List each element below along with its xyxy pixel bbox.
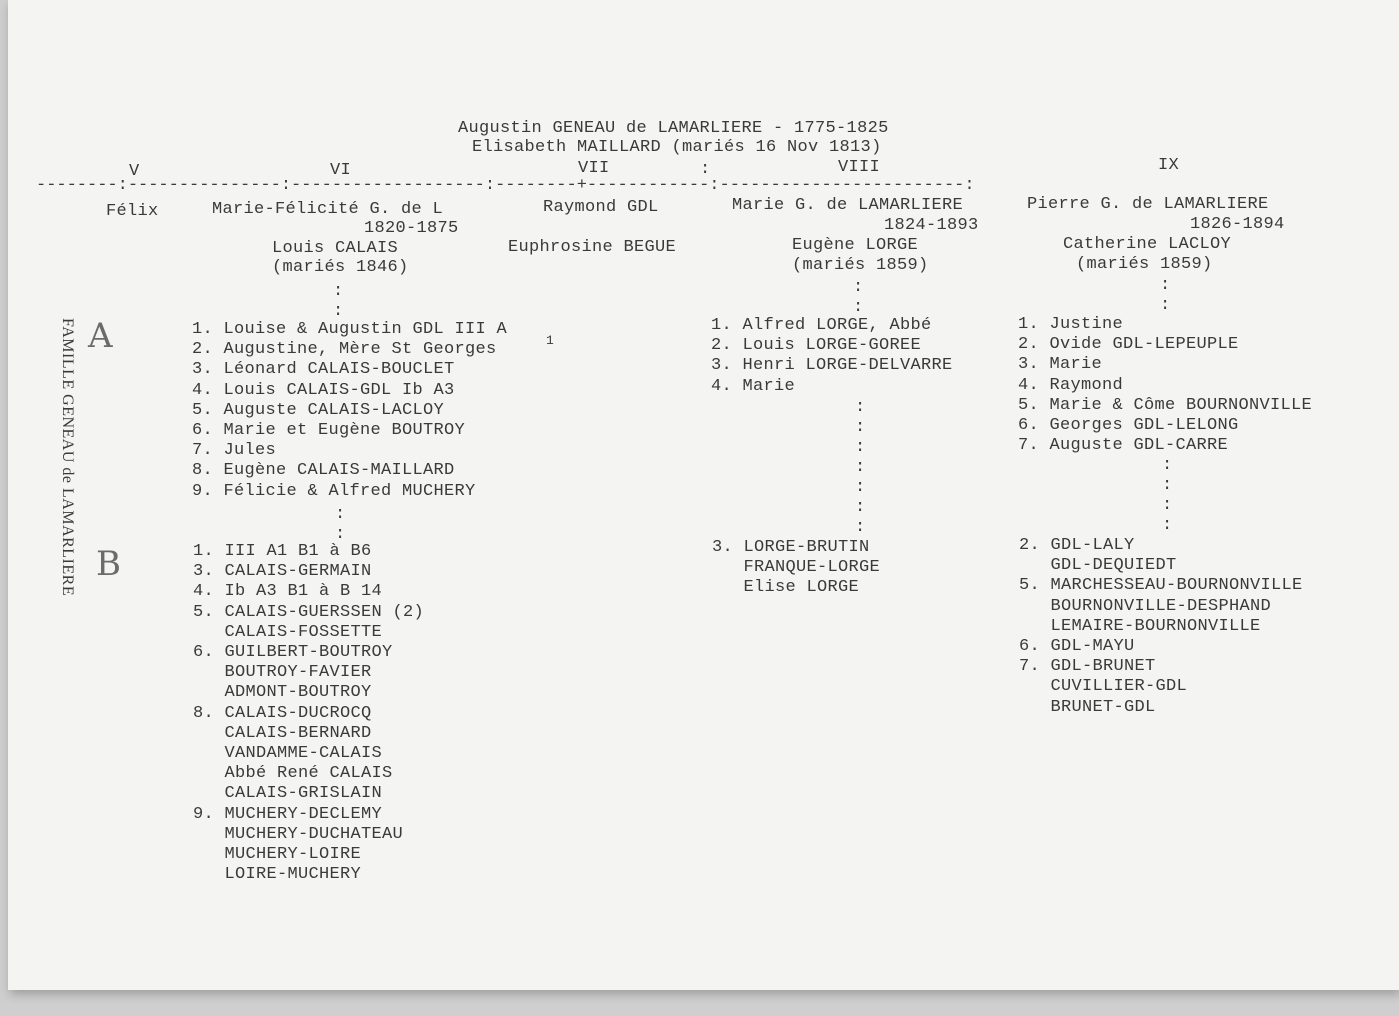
list-item: GDL-DEQUIEDT	[1019, 556, 1177, 576]
spouse-louis-calais: Louis CALAIS	[272, 239, 399, 258]
spouse-euphrosine-begue: Euphrosine BEGUE	[508, 238, 677, 257]
section-letter-b: B	[96, 544, 121, 584]
marriage-1846: (mariés 1846)	[272, 258, 409, 277]
list-item: 2. Augustine, Mère St Georges	[192, 340, 497, 360]
child-marie-felicite: Marie-Félicité G. de L	[212, 200, 444, 219]
list-lorge-a	[711, 316, 953, 397]
list-item: 6. GDL-MAYU	[1019, 637, 1135, 657]
list-item: 5. MARCHESSEAU-BOURNONVILLE	[1019, 576, 1303, 596]
list-item: CALAIS-BERNARD	[193, 723, 372, 743]
list-item: 3. Léonard CALAIS-BOUCLET	[192, 360, 455, 380]
connector-lacloy-top: : :	[1160, 276, 1171, 315]
subscript-one: 1	[546, 333, 555, 348]
list-item: 8. CALAIS-DUCROCQ	[193, 703, 372, 723]
list-item: LOIRE-MUCHERY	[193, 865, 362, 885]
list-item: 9. Félicie & Alfred MUCHERY	[192, 481, 476, 501]
list-item: 1. Justine	[1018, 315, 1124, 334]
child-felix: Félix	[106, 202, 159, 221]
generation-v: V	[129, 162, 140, 181]
spouse-catherine-lacloy: Catherine LACLOY	[1063, 235, 1232, 254]
list-item: BOURNONVILLE-DESPHAND	[1019, 596, 1272, 616]
list-item: 1. III A1 B1 à B6	[193, 542, 372, 561]
divider-line: --------:---------------:-------------------:--------+------------:------------------------:	[36, 176, 975, 195]
list-item: 6. GUILBERT-BOUTROY	[193, 643, 393, 663]
list-item: 8. Eugène CALAIS-MAILLARD	[192, 461, 455, 481]
connector-calais-mid: : :	[335, 505, 346, 544]
list-item: 6. Marie et Eugène BOUTROY	[192, 421, 466, 441]
list-item: 9. MUCHERY-DECLEMY	[193, 804, 383, 824]
list-item: 7. Jules	[192, 441, 277, 461]
header-line-2: Elisabeth MAILLARD (mariés 16 Nov 1813)	[472, 138, 882, 157]
marie-gdl-dates: 1824-1893	[884, 216, 979, 235]
list-item: Abbé René CALAIS	[193, 764, 393, 784]
list-item: 5. Marie & Côme BOURNONVILLE	[1018, 395, 1313, 415]
child-marie-gdl: Marie G. de LAMARLIERE	[732, 196, 964, 215]
connector-lacloy-mid: : : : :	[1162, 456, 1173, 535]
header-colon: :	[700, 160, 711, 179]
header-line-1: Augustin GENEAU de LAMARLIERE - 1775-1825	[458, 119, 889, 138]
side-label-family: FAMILLE GENEAU de LAMARLIERE	[59, 318, 76, 597]
list-item: 5. CALAIS-GUERSSEN (2)	[193, 602, 425, 622]
list-calais-a	[192, 320, 507, 502]
list-item: 7. Auguste GDL-CARRE	[1018, 436, 1229, 456]
list-item: 2. Louis LORGE-GOREE	[711, 336, 922, 356]
list-lorge-b	[712, 538, 880, 599]
connector-calais-top: : :	[333, 282, 344, 321]
generation-vi: VI	[330, 161, 352, 180]
list-item: 3. LORGE-BRUTIN	[712, 538, 870, 557]
list-item: 1. Alfred LORGE, Abbé	[711, 316, 932, 335]
list-item: MUCHERY-LOIRE	[193, 845, 362, 865]
list-item: FRANQUE-LORGE	[712, 558, 881, 578]
marriage-1859-lacloy: (mariés 1859)	[1076, 255, 1213, 274]
list-item: ADMONT-BOUTROY	[193, 683, 372, 703]
list-item: 2. Ovide GDL-LEPEUPLE	[1018, 335, 1239, 355]
generation-ix: IX	[1158, 156, 1180, 175]
generation-viii: VIII	[838, 158, 881, 177]
generation-vii: VII	[578, 159, 610, 178]
list-calais-b	[193, 542, 424, 885]
list-item: 1. Louise & Augustin GDL III A	[192, 320, 508, 339]
section-letter-a: A	[88, 316, 113, 356]
list-item: 7. GDL-BRUNET	[1019, 657, 1156, 677]
marriage-1859-lorge: (mariés 1859)	[792, 256, 929, 275]
list-item: 3. Marie	[1018, 355, 1103, 375]
connector-lorge-mid: : : : : : : :	[855, 398, 866, 537]
list-item: Elise LORGE	[712, 578, 860, 598]
connector-lorge-top: : :	[853, 278, 864, 317]
list-item: 4. Marie	[711, 376, 796, 396]
child-pierre: Pierre G. de LAMARLIERE	[1027, 195, 1269, 214]
list-item: BOUTROY-FAVIER	[193, 663, 372, 683]
list-lacloy-b	[1019, 536, 1303, 718]
list-item: MUCHERY-DUCHATEAU	[193, 824, 404, 844]
list-item: 4. Raymond	[1018, 375, 1124, 395]
list-item: 3. Henri LORGE-DELVARRE	[711, 356, 953, 376]
list-item: LEMAIRE-BOURNONVILLE	[1019, 616, 1261, 636]
list-item: VANDAMME-CALAIS	[193, 744, 383, 764]
list-item: 6. Georges GDL-LELONG	[1018, 416, 1239, 436]
list-item: CALAIS-GRISLAIN	[193, 784, 383, 804]
list-item: BRUNET-GDL	[1019, 697, 1156, 717]
list-item: 4. Ib A3 B1 à B 14	[193, 582, 383, 602]
child-raymond: Raymond GDL	[543, 198, 659, 217]
marie-felicite-dates: 1820-1875	[364, 219, 459, 238]
spouse-eugene-lorge: Eugène LORGE	[792, 236, 919, 255]
list-item: CALAIS-FOSSETTE	[193, 622, 383, 642]
list-item: 4. Louis CALAIS-GDL Ib A3	[192, 380, 455, 400]
list-lacloy-a	[1018, 315, 1312, 456]
list-item: 2. GDL-LALY	[1019, 536, 1135, 555]
list-item: 3. CALAIS-GERMAIN	[193, 562, 372, 582]
list-item: CUVILLIER-GDL	[1019, 677, 1188, 697]
pierre-dates: 1826-1894	[1190, 215, 1285, 234]
list-item: 5. Auguste CALAIS-LACLOY	[192, 400, 445, 420]
